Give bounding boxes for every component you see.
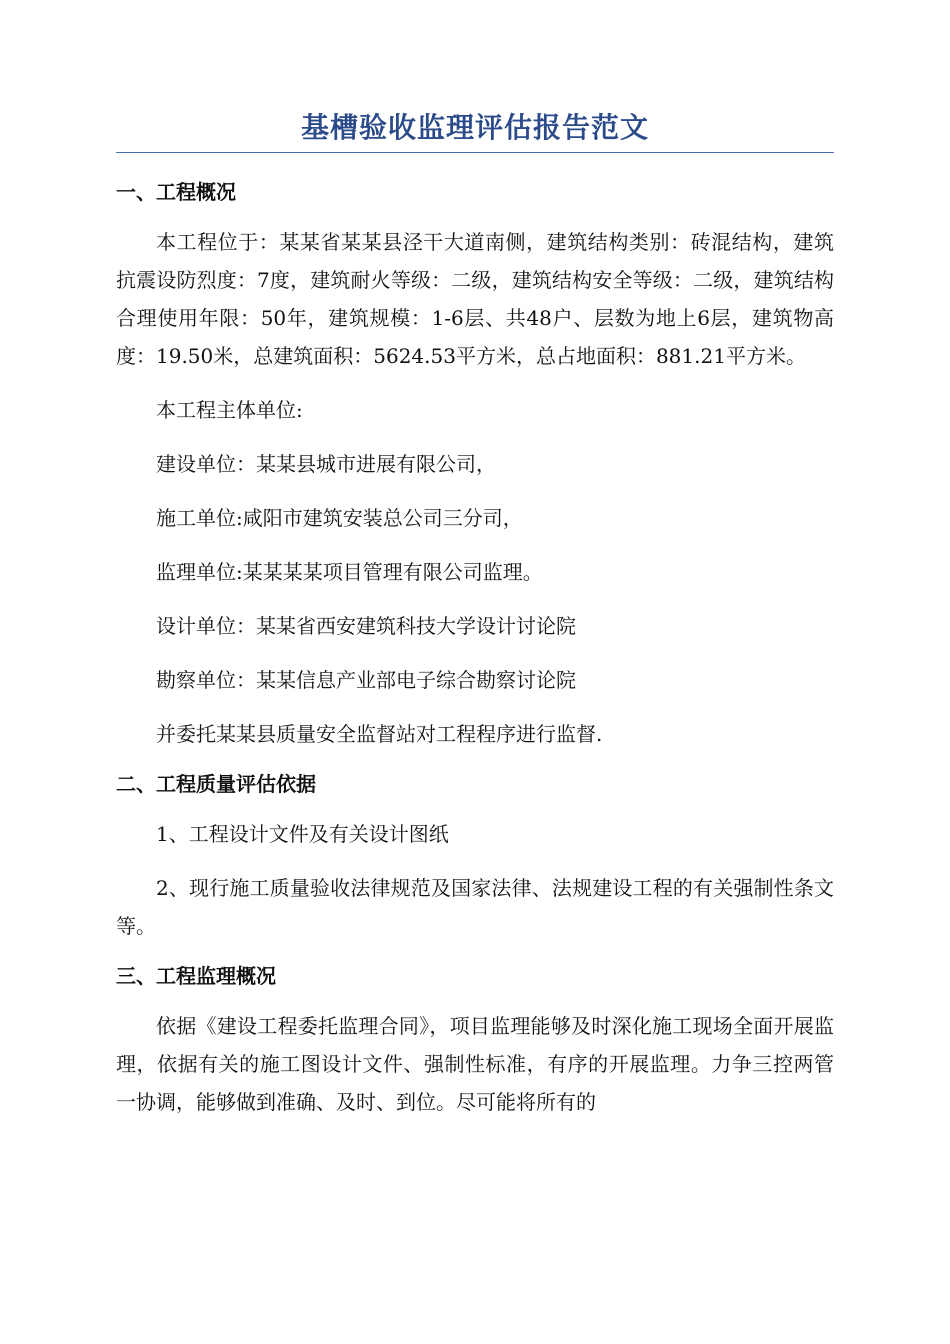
paragraph-overview-location: 本工程位于：某某省某某县泾干大道南侧，建筑结构类别：砖混结构，建筑抗震设防烈度：7度，建筑耐火等级：二级，建筑结构安全等级：二级，建筑结构合理使用年限：50年，建筑规模：1-6层、共48户、层数为地上6层，建筑物高度：19.50米，总建筑面积：5624.53平方米，总占地面积：881.21平方米。: [116, 230, 834, 368]
paragraph-basis-1: 1、工程设计文件及有关设计图纸: [156, 822, 449, 846]
paragraph-design-unit: 设计单位：某某省西安建筑科技大学设计讨论院: [156, 614, 576, 638]
section-heading-basis: 二、工程质量评估依据: [116, 772, 316, 796]
section-heading-overview: 一、工程概况: [116, 180, 236, 204]
paragraph-survey-unit: 勘察单位：某某信息产业部电子综合勘察讨论院: [156, 668, 576, 692]
paragraph-construction-unit: 建设单位：某某县城市进展有限公司，: [156, 452, 496, 476]
paragraph-supervision-summary: 依据《建设工程委托监理合同》，项目监理能够及时深化施工现场全面开展监理，依据有关的施工图设计文件、强制性标准，有序的开展监理。力争三控两管一协调，能够做到准确、及时、到位。尽可能将所有的: [116, 1014, 834, 1114]
document-title: 基槽验收监理评估报告范文: [300, 111, 649, 144]
paragraph-basis-2: 2、现行施工质量验收法律规范及国家法律、法规建设工程的有关强制性条文等。: [116, 876, 834, 938]
document-page: [116, 108, 834, 1121]
paragraph-builder-unit: 施工单位:咸阳市建筑安装总公司三分司，: [156, 506, 523, 530]
paragraph-oversight: 并委托某某县质量安全监督站对工程程序进行监督.: [156, 722, 603, 746]
section-heading-supervision: 三、工程监理概况: [116, 964, 276, 988]
paragraph-main-units: 本工程主体单位:: [156, 398, 303, 422]
title-underline: [116, 152, 834, 153]
paragraph-supervision-unit: 监理单位:某某某某项目管理有限公司监理。: [156, 560, 543, 584]
